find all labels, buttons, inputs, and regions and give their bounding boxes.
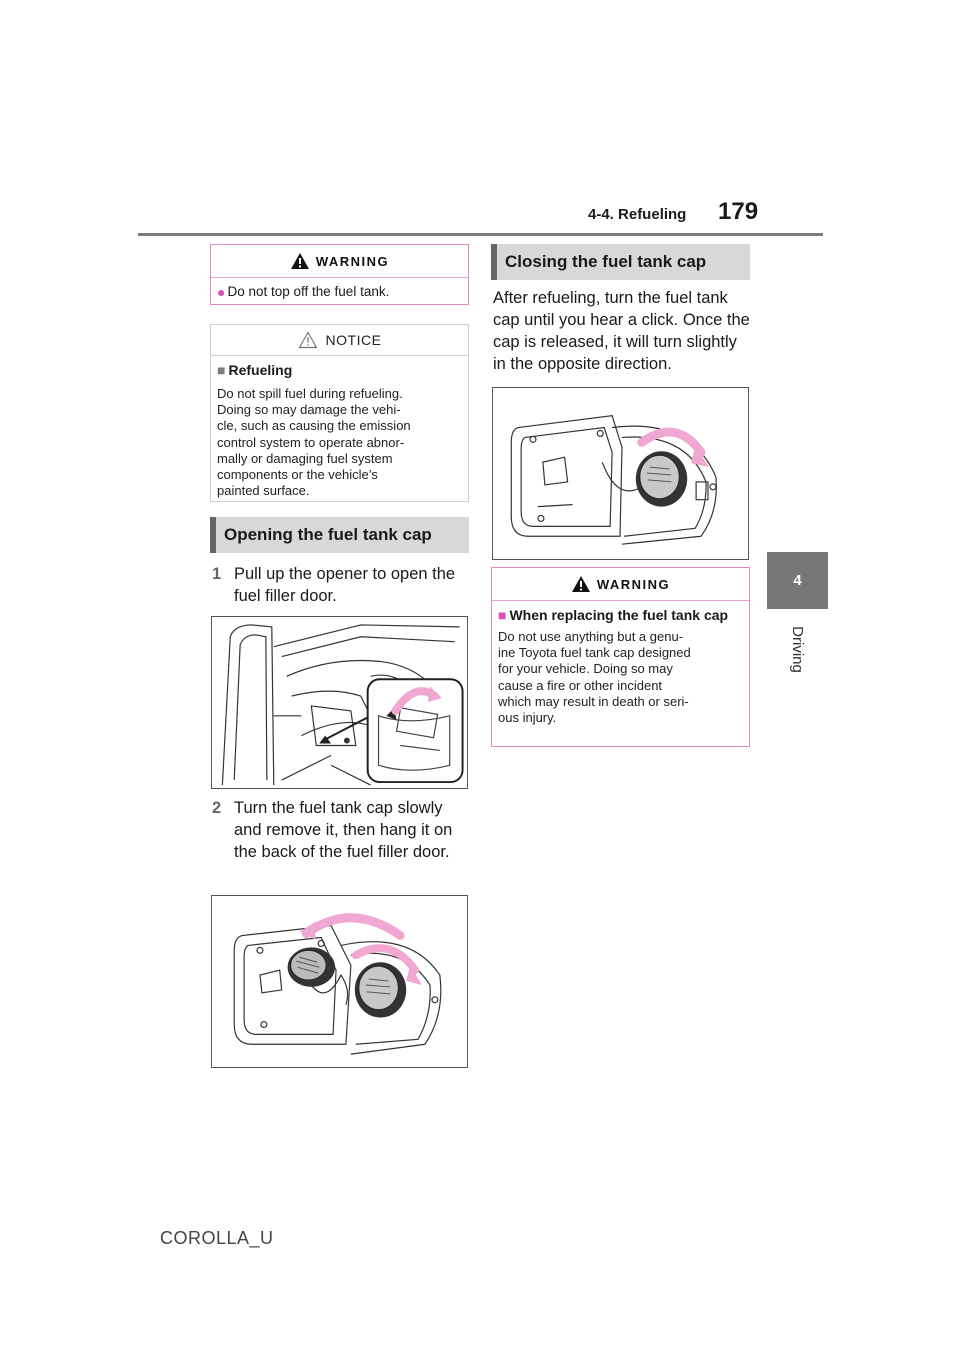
header-section-title: 4-4. Refueling bbox=[588, 206, 687, 223]
chapter-number: 4 bbox=[793, 572, 802, 589]
warning-line: Do not use anything but a genu- bbox=[498, 629, 684, 644]
notice-header bbox=[211, 325, 468, 356]
bullet-dot-icon: ● bbox=[217, 284, 226, 300]
warning-line: which may result in death or seri- bbox=[498, 693, 689, 709]
page-number: 179 bbox=[718, 198, 759, 225]
notice-line: cle, such as causing the emission bbox=[217, 418, 411, 434]
chapter-tab bbox=[767, 552, 828, 609]
figure-remove-cap bbox=[211, 895, 468, 1068]
header-rule bbox=[138, 233, 823, 236]
warning-box-top bbox=[210, 244, 469, 305]
notice-line: components or the vehicle’s bbox=[217, 467, 378, 483]
footer-model: COROLLA_U bbox=[160, 1228, 274, 1248]
warning-triangle-icon bbox=[290, 252, 310, 270]
notice-line: control system to operate abnor- bbox=[217, 434, 405, 450]
warning-header bbox=[211, 245, 468, 278]
square-bullet-icon: ■ bbox=[498, 607, 507, 623]
step-1 bbox=[212, 563, 468, 607]
warning-bullet bbox=[211, 278, 468, 300]
notice-title: NOTICE bbox=[325, 332, 382, 348]
section-heading-opening: Opening the fuel tank cap bbox=[210, 517, 469, 553]
step-number: 2 bbox=[212, 799, 222, 817]
fuel-cap-closing-illustration bbox=[493, 388, 748, 559]
warning-title: WARNING bbox=[596, 576, 671, 592]
section-heading-closing: Closing the fuel tank cap bbox=[491, 244, 750, 280]
fuel-cap-removal-illustration bbox=[212, 896, 467, 1067]
warning-line: for your vehicle. Doing so may bbox=[498, 661, 673, 677]
step-text: Pull up the opener to open the fuel filler door. bbox=[234, 565, 456, 605]
notice-line: mally or damaging fuel system bbox=[217, 450, 393, 466]
caution-triangle-icon bbox=[298, 331, 318, 349]
notice-line: painted surface. bbox=[217, 483, 310, 499]
notice-body bbox=[211, 378, 468, 499]
notice-box bbox=[210, 324, 469, 502]
warning-line: cause a fire or other incident bbox=[498, 677, 663, 693]
warning-body bbox=[492, 623, 749, 726]
chapter-label: Driving bbox=[788, 625, 806, 673]
warning-triangle-icon bbox=[571, 575, 591, 593]
closing-instructions: After refueling, turn the fuel tank cap until you hear a click. Once the cap is released, it will turn slightly in the opposite direction. bbox=[493, 289, 750, 373]
notice-line: Doing so may damage the vehi- bbox=[217, 402, 401, 418]
warning-title: WARNING bbox=[315, 253, 390, 269]
notice-subheading: ■ Refueling bbox=[217, 362, 293, 378]
warning-subheading: ■ When replacing the fuel tank cap bbox=[498, 607, 729, 623]
warning-bullet-text: Do not top off the fuel tank. bbox=[227, 284, 390, 299]
figure-close-cap bbox=[492, 387, 749, 560]
warning-header bbox=[492, 568, 749, 601]
step-2 bbox=[212, 797, 468, 863]
step-number: 1 bbox=[212, 565, 222, 583]
notice-line: Do not spill fuel during refueling. bbox=[217, 386, 403, 401]
warning-box-bottom bbox=[491, 567, 750, 747]
figure-opener-lever bbox=[211, 616, 468, 789]
square-bullet-icon: ■ bbox=[217, 362, 226, 378]
car-interior-opener-illustration bbox=[212, 617, 467, 788]
warning-line: ine Toyota fuel tank cap designed bbox=[498, 645, 691, 661]
step-text: Turn the fuel tank cap slowly and remove it, then hang it on the back of the fuel filler door. bbox=[234, 799, 453, 861]
warning-line: ous injury. bbox=[498, 710, 557, 726]
